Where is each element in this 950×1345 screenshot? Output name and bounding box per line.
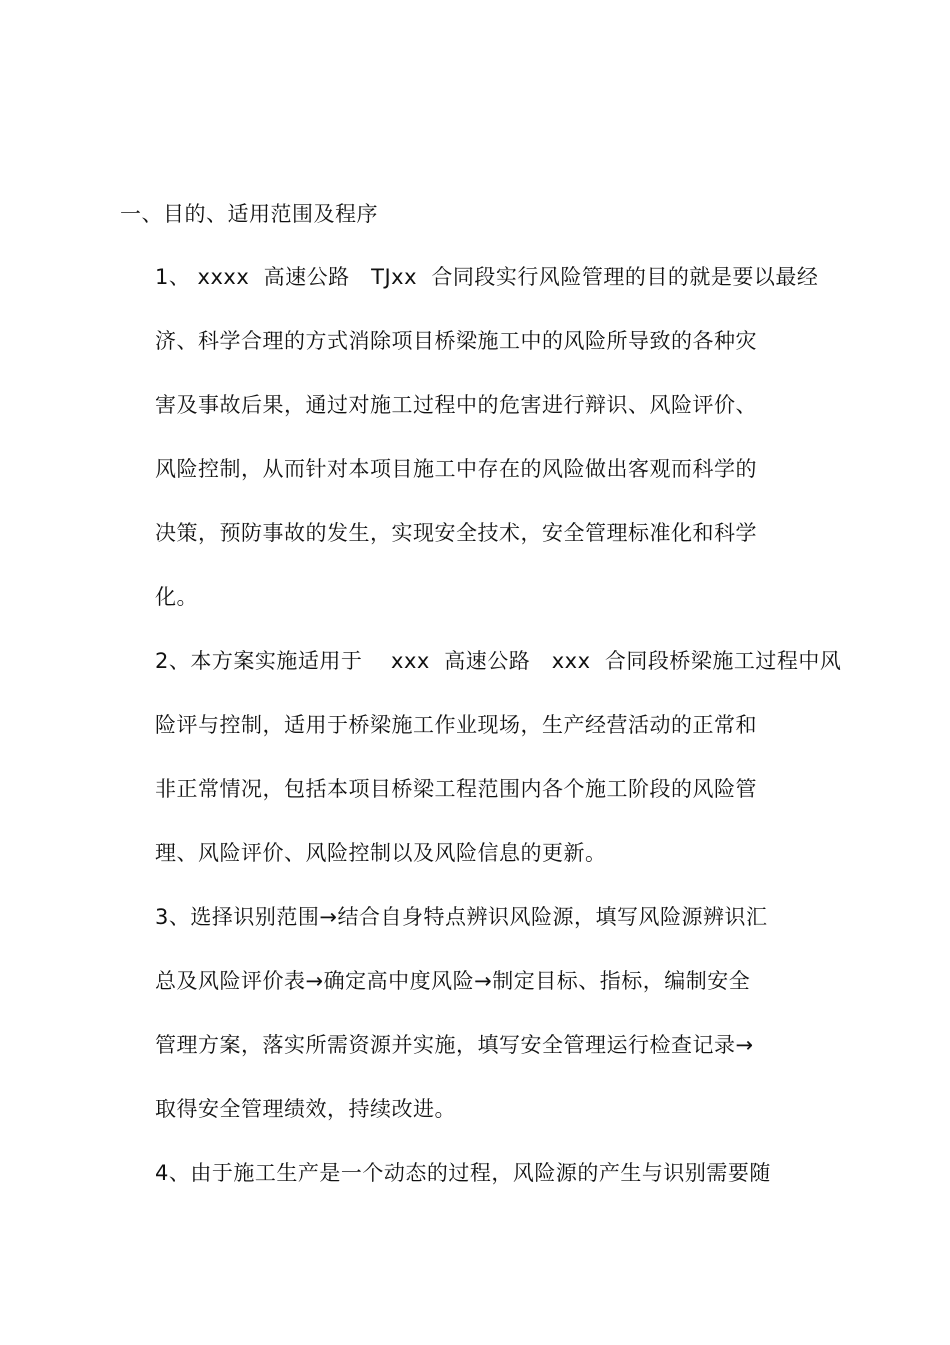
paragraph-line: 总及风险评价表→确定高中度风险→制定目标、指标，编制安全 — [155, 969, 751, 993]
paragraph-line: 风险控制，从而针对本项目施工中存在的风险做出客观而科学的 — [155, 457, 757, 481]
paragraph-line: 害及事故后果，通过对施工过程中的危害进行辩识、风险评价、 — [155, 393, 757, 417]
paragraph-line: 化。 — [155, 585, 198, 609]
paragraph-line: 3、选择识别范围→结合自身特点辨识风险源，填写风险源辨识汇 — [155, 905, 768, 929]
paragraph-line: 非正常情况，包括本项目桥梁工程范围内各个施工阶段的风险管 — [155, 777, 757, 801]
paragraph-line: 险评与控制，适用于桥梁施工作业现场，生产经营活动的正常和 — [155, 713, 757, 737]
paragraph-line: 决策，预防事故的发生，实现安全技术，安全管理标准化和科学 — [155, 521, 757, 545]
paragraph-line: 4、由于施工生产是一个动态的过程，风险源的产生与识别需要随 — [155, 1161, 771, 1185]
paragraph-line: 济、科学合理的方式消除项目桥梁施工中的风险所导致的各种灾 — [155, 329, 757, 353]
paragraph-line: 理、风险评价、风险控制以及风险信息的更新。 — [155, 841, 607, 865]
paragraph-line: 1、 xxxx 高速公路 TJxx 合同段实行风险管理的目的就是要以最经 — [155, 265, 819, 289]
section-heading: 一、目的、适用范围及程序 — [120, 202, 378, 226]
paragraph-line: 取得安全管理绩效，持续改进。 — [155, 1097, 456, 1121]
paragraph-line: 2、本方案实施适用于 xxx 高速公路 xxx 合同段桥梁施工过程中风 — [155, 649, 842, 673]
paragraph-line: 管理方案，落实所需资源并实施，填写安全管理运行检查记录→ — [155, 1033, 754, 1057]
